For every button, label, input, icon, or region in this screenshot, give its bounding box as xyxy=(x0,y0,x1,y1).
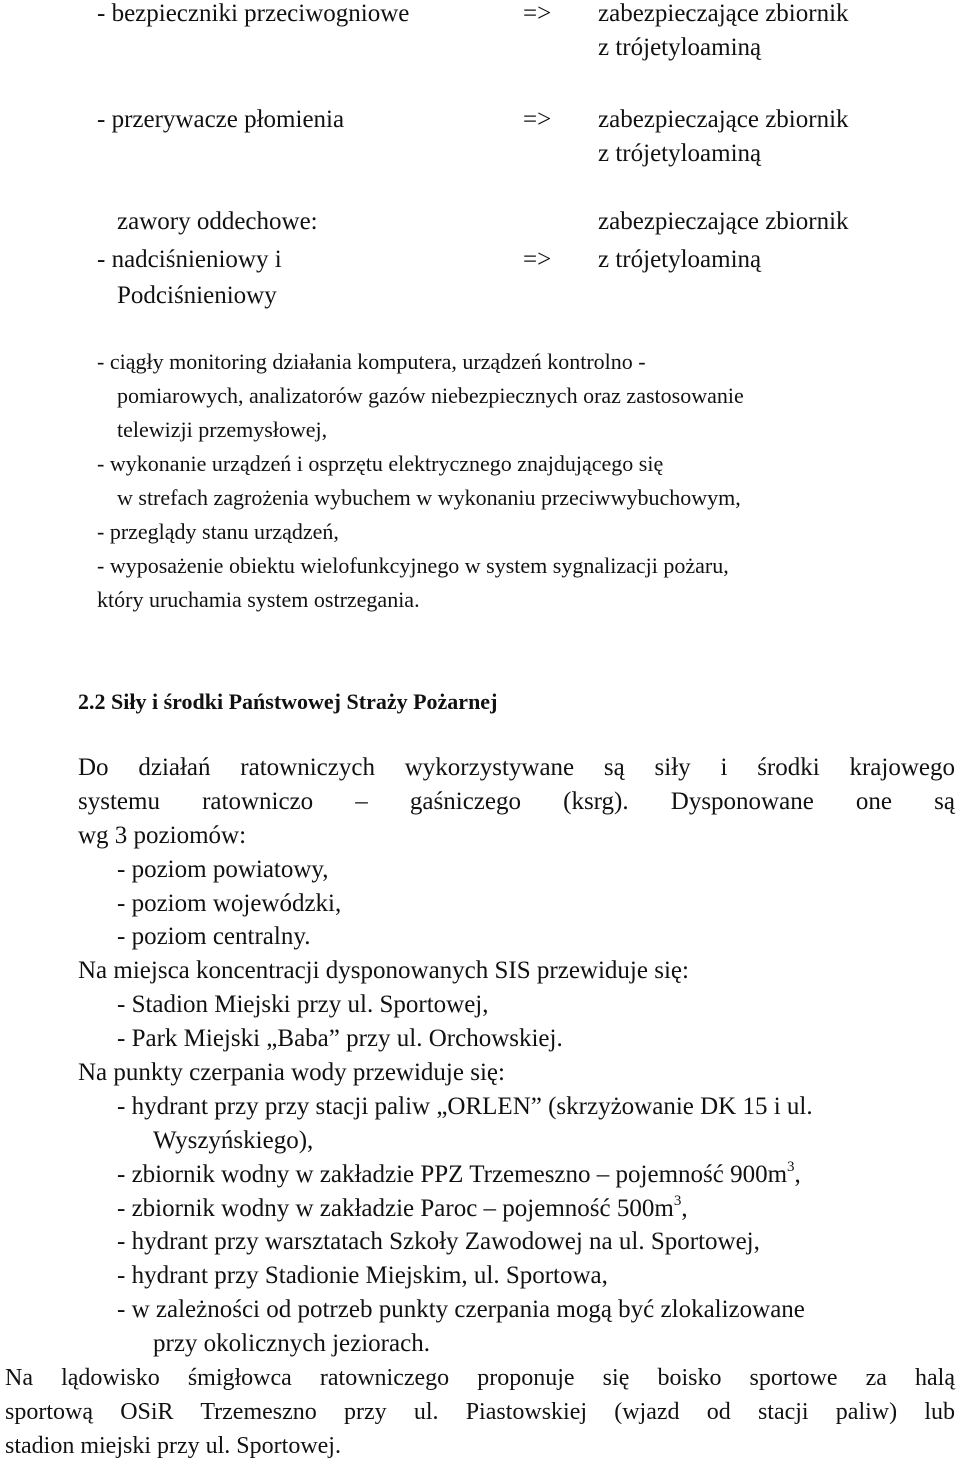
safeguard-target: zabezpieczające zbiornik xyxy=(598,208,849,235)
safeguard-arrow: => xyxy=(523,0,552,27)
paragraph-line: Na punkty czerpania wody przewiduje się: xyxy=(78,1059,505,1086)
paragraph-line: stadion miejski przy ul. Sportowej. xyxy=(5,1433,341,1459)
safeguard-device: Podciśnieniowy xyxy=(117,282,277,309)
list-item: - w zależności od potrzeb punkty czerpania mogą być zlokalizowane xyxy=(117,1296,805,1323)
safeguard-target: z trójetyloaminą xyxy=(598,34,762,61)
list-item: - wyposażenie obiektu wielofunkcyjnego w system sygnalizacji pożaru, xyxy=(97,553,729,578)
paragraph-line: wg 3 poziomów: xyxy=(78,822,247,849)
safeguard-arrow: => xyxy=(523,106,552,133)
list-item: - przeglądy stanu urządzeń, xyxy=(97,519,339,544)
list-item: telewizji przemysłowej, xyxy=(117,417,328,442)
comma: , xyxy=(681,1195,688,1222)
water-point-text: - zbiornik wodny w zakładzie Paroc – pojemność 500m xyxy=(117,1195,674,1222)
list-item: - hydrant przy warsztatach Szkoły Zawodowej na ul. Sportowej, xyxy=(117,1228,760,1255)
list-item: - hydrant przy Stadionie Miejskim, ul. Sportowa, xyxy=(117,1262,608,1289)
safeguard-device: zawory oddechowe: xyxy=(117,208,318,235)
list-item xyxy=(117,1158,801,1192)
safeguard-device: - przerywacze płomienia xyxy=(97,106,345,133)
list-item: w strefach zagrożenia wybuchem w wykonaniu przeciwwybuchowym, xyxy=(117,485,741,510)
safeguard-device: - bezpieczniki przeciwogniowe xyxy=(97,0,410,27)
list-item: przy okolicznych jeziorach. xyxy=(153,1330,430,1357)
section-heading: 2.2 Siły i środki Państwowej Straży Pożarnej xyxy=(78,689,498,714)
water-point-text: - zbiornik wodny w zakładzie PPZ Trzemeszno – pojemność 900m xyxy=(117,1161,788,1188)
list-item: - Park Miejski „Baba” przy ul. Orchowskiej. xyxy=(117,1025,563,1052)
unit-exponent: 3 xyxy=(673,1192,682,1209)
paragraph-line: sportową OSiR Trzemeszno przy ul. Piastowskiej (wjazd od stacji paliw) lub xyxy=(5,1399,955,1425)
list-item: - wykonanie urządzeń i osprzętu elektrycznego znajdującego się xyxy=(97,451,664,476)
unit-exponent: 3 xyxy=(787,1158,795,1175)
list-item: pomiarowych, analizatorów gazów niebezpiecznych oraz zastosowanie xyxy=(117,383,744,408)
comma: , xyxy=(794,1161,801,1188)
safeguard-target: z trójetyloaminą xyxy=(598,140,762,167)
paragraph-line: systemu ratowniczo – gaśniczego (ksrg). Dysponowane one są xyxy=(78,788,955,815)
list-item: - ciągły monitoring działania komputera, urządzeń kontrolno - xyxy=(97,349,646,374)
list-item: - Stadion Miejski przy ul. Sportowej, xyxy=(117,991,489,1018)
list-item: - poziom wojewódzki, xyxy=(117,890,342,917)
list-item: który uruchamia system ostrzegania. xyxy=(97,587,420,612)
list-item: - poziom powiatowy, xyxy=(117,856,329,883)
safeguard-device: - nadciśnieniowy i xyxy=(97,246,282,273)
paragraph-line: Na lądowisko śmigłowca ratowniczego proponuje się boisko sportowe za halą xyxy=(5,1365,955,1391)
paragraph-line: Do działań ratowniczych wykorzystywane są siły i środki krajowego xyxy=(78,754,955,781)
safeguard-arrow: => xyxy=(523,246,552,273)
paragraph-line: Na miejsca koncentracji dysponowanych SIS przewiduje się: xyxy=(78,957,689,984)
safeguard-target: zabezpieczające zbiornik xyxy=(598,0,849,27)
list-item: Wyszyńskiego), xyxy=(153,1127,314,1154)
safeguard-target: z trójetyloaminą xyxy=(598,246,762,273)
safeguard-target: zabezpieczające zbiornik xyxy=(598,106,849,133)
list-item: - poziom centralny. xyxy=(117,923,311,950)
list-item: - hydrant przy przy stacji paliw „ORLEN” (skrzyżowanie DK 15 i ul. xyxy=(117,1093,813,1120)
list-item xyxy=(117,1192,688,1226)
